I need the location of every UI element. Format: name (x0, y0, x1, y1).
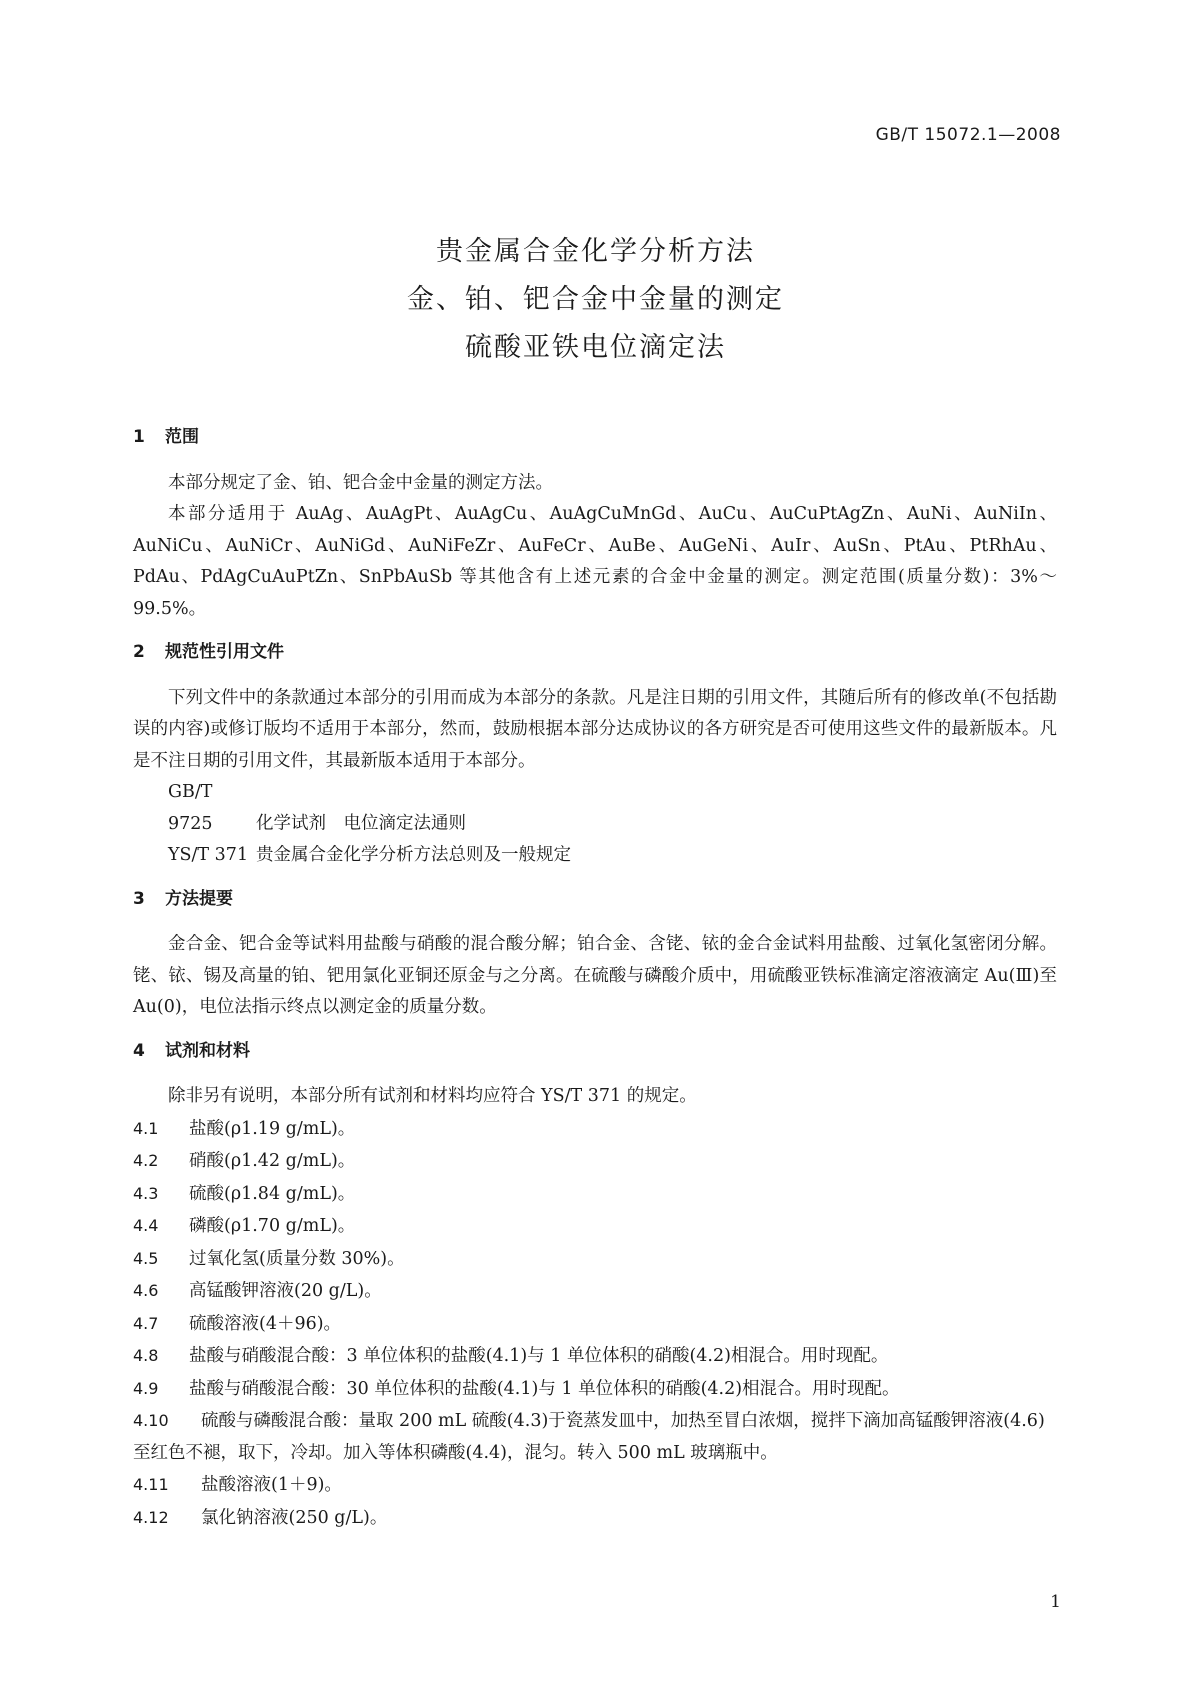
reagent-item (133, 1145, 1057, 1178)
section-number: 2 (133, 642, 145, 662)
page-number: 1 (1050, 1592, 1061, 1612)
item-text: 高锰酸钾溶液(20 g/L)。 (189, 1281, 382, 1301)
section-title: 规范性引用文件 (165, 642, 284, 662)
item-number: 4.4 (133, 1216, 159, 1235)
reagent-item (133, 1469, 1057, 1502)
paragraph: 本部分规定了金、铂、钯合金中金量的测定方法。 (168, 472, 553, 493)
reagent-item (133, 1308, 1057, 1341)
section-3-heading (133, 884, 1057, 916)
item-text: 过氧化氢(质量分数 30%)。 (189, 1248, 405, 1269)
item-text: 盐酸溶液(1＋9)。 (201, 1475, 342, 1495)
item-text: 磷酸(ρ1.70 g/mL)。 (189, 1216, 356, 1236)
item-text: 硫酸与磷酸混合酸：量取 200 mL 硫酸(4.3)于瓷蒸发皿中，加热至冒白浓烟，搅拌下滴加高锰酸钾溶液(4.6)至红色不褪，取下，冷却。加入等体积磷酸(4.4)，混匀。转入 500 mL 玻璃瓶中。 (133, 1411, 1045, 1463)
reagent-item (133, 1113, 1057, 1146)
paragraph: 除非另有说明，本部分所有试剂和材料均应符合 YS/T 371 的规定。 (168, 1086, 697, 1106)
section-number: 4 (133, 1040, 145, 1061)
item-number: 4.10 (133, 1411, 169, 1430)
reference-item (133, 840, 1057, 872)
item-number: 4.6 (133, 1281, 159, 1300)
item-number: 4.3 (133, 1183, 159, 1203)
section-4-heading (133, 1036, 1057, 1068)
item-text: 盐酸与硝酸混合酸：30 单位体积的盐酸(4.1)与 1 单位体积的硝酸(4.2)相混合。用时现配。 (189, 1378, 900, 1399)
document-body (133, 410, 1057, 1534)
reference-code: GB/T 9725 (168, 782, 213, 834)
reagent-item (133, 1243, 1057, 1276)
item-text: 硫酸(ρ1.84 g/mL)。 (189, 1183, 356, 1204)
reagent-item (133, 1373, 1057, 1406)
item-text: 盐酸与硝酸混合酸：3 单位体积的盐酸(4.1)与 1 单位体积的硝酸(4.2)相混合。用时现配。 (189, 1346, 889, 1366)
reagent-item (133, 1178, 1057, 1211)
reference-title: 化学试剂 电位滴定法通则 (256, 813, 466, 834)
section-1-heading (133, 422, 1057, 454)
document-title (0, 228, 1191, 372)
item-number: 4.8 (133, 1346, 159, 1365)
reference-item (133, 777, 1057, 840)
item-number: 4.11 (133, 1475, 169, 1494)
reagent-item (133, 1405, 1057, 1469)
paragraph: 金合金、钯合金等试料用盐酸与硝酸的混合酸分解；铂合金、含铑、铱的金合金试料用盐酸、过氧化氢密闭分解。铑、铱、锡及高量的铂、钯用氯化亚铜还原金与之分离。在硫酸与磷酸介质中，用硫酸亚铁标准滴定溶液滴定 Au(Ⅲ)至 Au(0)，电位法指示终点以测定金的质量分数。 (133, 934, 1057, 1017)
item-text: 硫酸溶液(4＋96)。 (189, 1313, 342, 1334)
item-text: 盐酸(ρ1.19 g/mL)。 (189, 1118, 356, 1139)
standard-number: GB/T 15072.1—2008 (875, 125, 1061, 145)
reference-code: YS/T 371 (168, 845, 249, 865)
reagent-item (133, 1210, 1057, 1243)
section-title: 范围 (165, 427, 199, 447)
item-number: 4.7 (133, 1313, 159, 1333)
item-text: 氯化钠溶液(250 g/L)。 (201, 1507, 388, 1528)
paragraph: 下列文件中的条款通过本部分的引用而成为本部分的条款。凡是注日期的引用文件，其随后所有的修改单(不包括勘误的内容)或修订版均不适用于本部分，然而，鼓励根据本部分达成协议的各方研究是否可使用这些文件的最新版本。凡是不注日期的引用文件，其最新版本适用于本部分。 (133, 687, 1057, 771)
item-number: 4.2 (133, 1151, 159, 1170)
item-number: 4.12 (133, 1507, 169, 1527)
item-number: 4.9 (133, 1378, 159, 1398)
reagent-item (133, 1502, 1057, 1535)
section-2-heading (133, 637, 1057, 669)
section-number: 3 (133, 888, 145, 909)
section-title: 方法提要 (165, 888, 233, 909)
item-number: 4.1 (133, 1118, 159, 1138)
title-line-2: 金、铂、钯合金中金量的测定 (407, 284, 784, 315)
item-text: 硝酸(ρ1.42 g/mL)。 (189, 1151, 356, 1171)
paragraph: 本部分适用于 AuAg、AuAgPt、AuAgCu、AuAgCuMnGd、AuCu、AuCuPtAgZn、AuNi、AuNiIn、AuNiCu、AuNiCr、AuNiGd、AuNiFeZr、AuFeCr、AuBe、AuGeNi、AuIr、AuSn、PtAu、PtRhAu、PdAu、PdAgCuAuPtZn、SnPbAuSb 等其他含有上述元素的合金中金量的测定。测定范围(质量分数)：3%～99.5%。 (133, 504, 1057, 619)
title-line-3: 硫酸亚铁电位滴定法 (465, 332, 726, 363)
title-line-1: 贵金属合金化学分析方法 (436, 236, 755, 267)
section-title: 试剂和材料 (165, 1040, 250, 1061)
reference-title: 贵金属合金化学分析方法总则及一般规定 (256, 845, 571, 865)
item-number: 4.5 (133, 1248, 159, 1268)
reagent-item (133, 1340, 1057, 1373)
section-number: 1 (133, 427, 145, 447)
reagent-item (133, 1275, 1057, 1308)
